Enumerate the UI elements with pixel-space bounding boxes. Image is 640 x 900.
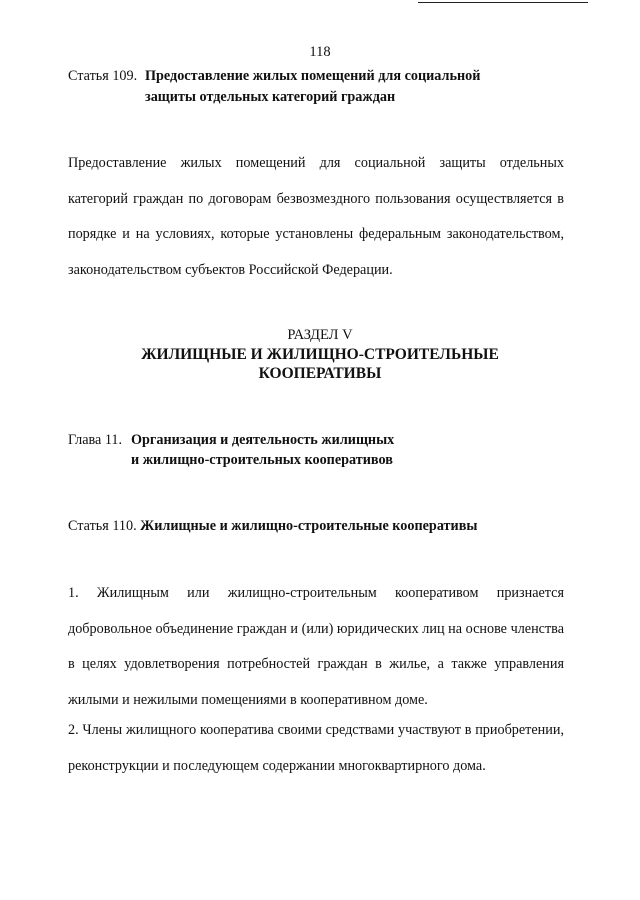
article-110-paragraph-1: 1. Жилищным или жилищно-строительным кооперативом признается добровольное объединение граждан и (или) юридических лиц на основе членства в целях удовлетворения потребностей граждан в жилье, а также управления жилыми и нежилыми помещениями в кооперативном доме. [68, 585, 564, 708]
article-109-heading [68, 66, 568, 108]
section-label: РАЗДЕЛ V [287, 327, 353, 343]
article-110-title: Жилищные и жилищно-строительные кооперативы [140, 518, 478, 534]
chapter-11-title-line2: и жилищно-строительных кооперативов [131, 452, 393, 468]
article-110-label: Статья 110. [68, 518, 137, 534]
article-110-heading [68, 516, 588, 536]
chapter-11-title-line1: Организация и деятельность жилищных [131, 432, 395, 448]
section-title [0, 345, 640, 383]
top-rule [418, 2, 588, 3]
chapter-11-heading [68, 430, 568, 470]
chapter-11-label: Глава 11. [68, 432, 123, 448]
section-title-line1: ЖИЛИЩНЫЕ И ЖИЛИЩНО-СТРОИТЕЛЬНЫЕ [141, 346, 499, 363]
article-110-paragraph-2: 2. Члены жилищного кооператива своими средствами участвуют в приобретении, реконструкции и последующем содержании многоквартирного дома. [68, 722, 564, 774]
page-number: 118 [309, 44, 331, 60]
article-109-title-line1: Предоставление жилых помещений для социальной [145, 68, 481, 84]
article-109-text: Предоставление жилых помещений для социальной защиты отдельных категорий граждан по договорам безвозмездного пользования осуществляется в порядке и на условиях, которые установлены федеральным законодательством, законодательством субъектов Российской Федерации. [68, 155, 564, 278]
article-109-label: Статья 109. [68, 68, 138, 84]
section-title-line2: КООПЕРАТИВЫ [258, 365, 382, 382]
article-109-title-line2: защиты отдельных категорий граждан [145, 89, 396, 105]
